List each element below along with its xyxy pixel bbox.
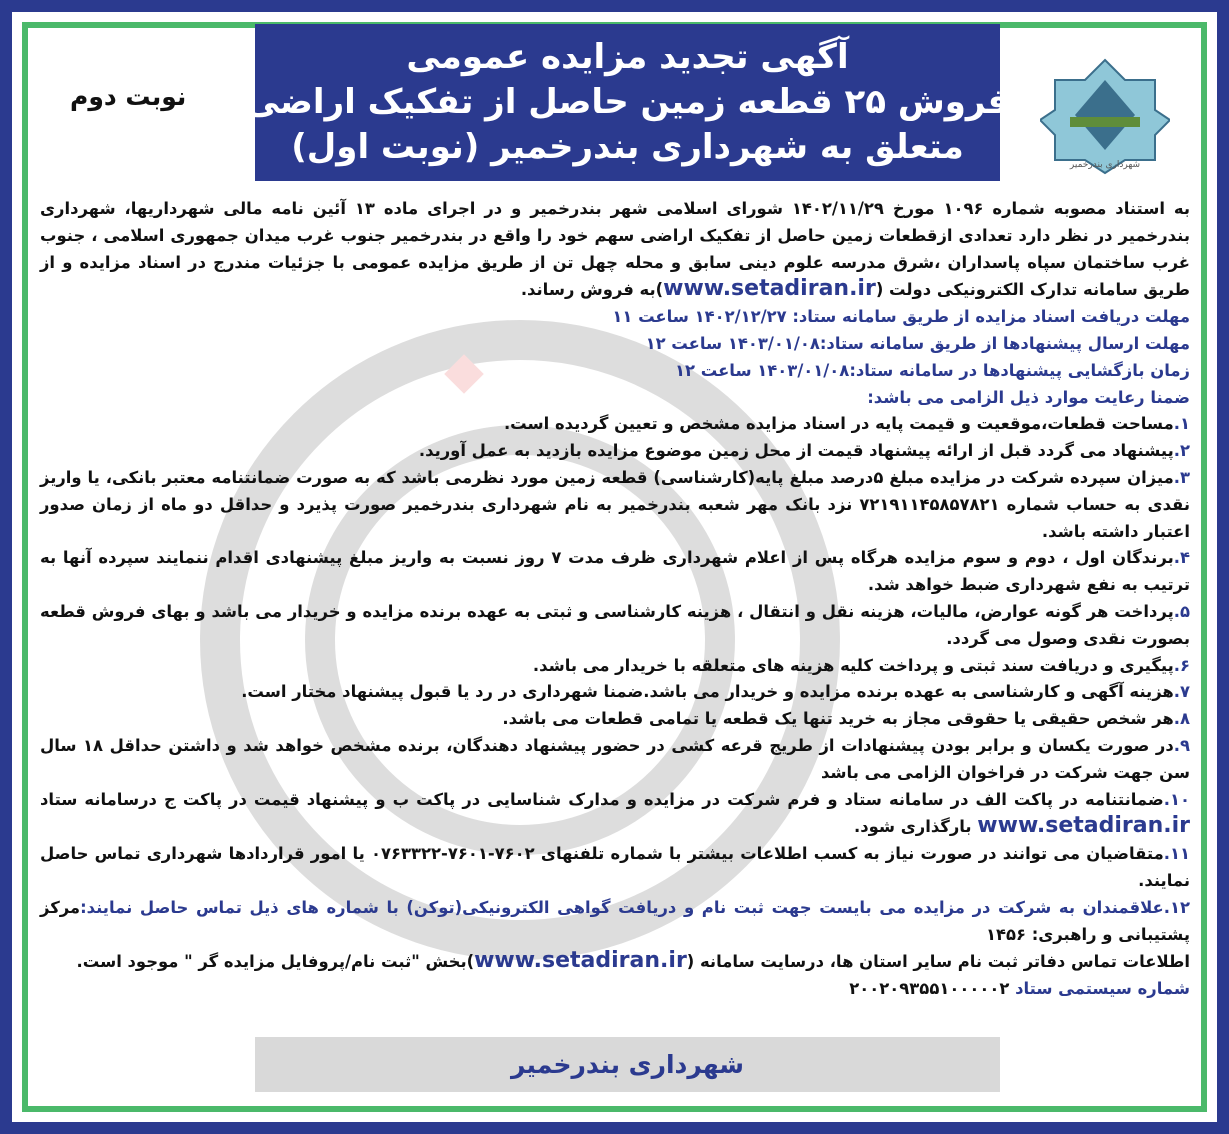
turn-label: نوبت دوم [70,82,187,111]
registration-info: اطلاعات تماس دفاتر ثبت نام سایر استان ها، درسایت سامانه (www.setadiran.ir)بخش "ثبت نام/پروفایل مزایده گر " موجود است. [76,948,1190,974]
offer-deadline: مهلت ارسال پیشنهادها از طریق سامانه ستاد:۱۴۰۳/۰۱/۰۸ ساعت ۱۲ [645,333,1190,353]
condition-item: ۴.برندگان اول ، دوم و سوم مزایده هرگاه پس از اعلام شهرداری ظرف مدت ۷ روز نسبت به واریز مبلغ پیشنهادی اقدام ننمایند سپرده آنها به ترتیب به نفع شهرداری ضبط خواهد شد. [40,548,1190,595]
condition-url[interactable]: www.setadiran.ir [977,813,1190,839]
intro-text: به استناد مصوبه شماره ۱۰۹۶ مورخ ۱۴۰۲/۱۱/۲۹ شورای اسلامی شهر بندرخمیر و در اجرای ماده ۱۳ آئین نامه مالی شهرداریها، شهرداری بندرخمیر در نظر دارد تعدادی ازقطعات زمین حاصل از تفکیک اراضی سهم خود را واقع در بندرخمیر جنوب غرب میدان جمهوری اسلامی ، جنوب غرب ساختمان سپاه پاسداران ،شرق مدرسه علوم دینی سابق و محله چهل تن از طریق مزایده عمومی با جزئیات مندرج در اسناد مزایده و از طریق سامانه تدارک الکترونیکی دولت ( [40,199,1190,300]
footer-signature: شهرداری بندرخمیر [511,1050,745,1079]
title-line-3: متعلق به شهرداری بندرخمیر (نوبت اول) [291,127,964,167]
intro-url[interactable]: www.setadiran.ir [663,276,876,302]
condition-item: ۳.میزان سپرده شرکت در مزایده مبلغ ۵درصد مبلغ پایه(کارشناسی) قطعه زمین مورد نظرمی باشد که به صورت ضمانتنامه معتبر بانکی، یا واریز نقدی به حساب شماره ۷۲۱۹۱۱۴۵۸۵۷۸۲۱ نزد بانک مهر شعبه بندرخمیر به نام شهرداری بندرخمیر صورت پذیرد و حداقل دو ماه از زمان صدور اعتبار داشته باشد. [40,467,1190,541]
condition-item: ۸.هر شخص حقیقی یا حقوقی مجاز به خرید تنها یک قطعه یا تمامی قطعات می باشد. [502,709,1190,729]
opening-time: زمان بازگشایی پیشنهادها در سامانه ستاد:۱۴۰۳/۰۱/۰۸ ساعت ۱۲ [675,360,1190,380]
condition-item: ۱۱.متقاضیان می توانند در صورت نیاز به کسب اطلاعات بیشتر با شماره تلفنهای ۷۶۰۲-۷۶۰۱-۰۷۶۳۳۲۲ یا امور قراردادها شهرداری تماس حاصل نمایند. [40,844,1190,890]
title-line-1: آگهی تجدید مزایده عمومی [406,37,849,77]
announcement-body [40,196,1190,1003]
municipality-logo [1040,55,1170,175]
footer-signature-box [255,1037,1000,1092]
logo-caption: شهرداری بندرخمیر [1069,160,1141,170]
registration-url[interactable]: www.setadiran.ir [474,948,687,974]
title-banner [245,24,1010,181]
condition-item: ۷.هزینه آگهی و کارشناسی به عهده برنده مزایده و خریدار می باشد.ضمنا شهرداری در رد یا قبول پیشنهاد مختار است. [241,682,1190,702]
condition-item: ۲.پیشنهاد می گردد قبل از ارائه پیشنهاد قیمت از محل زمین موضوع مزایده بازدید به عمل آورید. [418,441,1190,461]
conditions-header: ضمنا رعایت موارد ذیل الزامی می باشد: [867,387,1190,407]
system-number: شماره سیستمی ستاد ۲۰۰۲۰۹۳۵۵۱۰۰۰۰۰۲ [849,979,1190,999]
condition-item: ۵.پرداخت هر گونه عوارض، مالیات، هزینه نقل و انتقال ، هزینه کارشناسی و ثبتی به عهده برنده مزایده و خریدار می باشد و بهای فروش قطعه بصورت نقدی وصول می گردد. [40,601,1190,648]
title-line-2: فروش ۲۵ قطعه زمین حاصل از تفکیک اراضی [245,82,1010,122]
intro-paragraph [40,196,1190,304]
condition-item: ۶.پیگیری و دریافت سند ثبتی و پرداخت کلیه هزینه های متعلقه با خریدار می باشد. [532,655,1190,675]
condition-item: ۱۲.علاقمندان به شرکت در مزایده می بایست جهت ثبت نام و دریافت گواهی الکترونیکی(توکن) با شماره های ذیل تماس حاصل نمایند:مرکز پشتیبانی و راهبری: ۱۴۵۶ [40,897,1190,944]
intro-suffix: )به فروش رساند. [520,280,664,300]
condition-item: ۹.در صورت یکسان و برابر بودن پیشنهادات از طریج قرعه کشی در حضور پیشنهاد دهندگان، برنده مشخص خواهد شد و داشتن حداقل ۱۸ سال سن جهت شرکت در فراخوان الزامی می باشد [40,735,1191,782]
doc-deadline: مهلت دریافت اسناد مزایده از طریق سامانه ستاد: ۱۴۰۲/۱۲/۲۷ ساعت ۱۱ [612,307,1190,327]
condition-item: ۱۰.ضمانتنامه در پاکت الف در سامانه ستاد و فرم شرکت در مزایده و مدارک شناسایی در پاکت ب و پیشنهاد قیمت در پاکت ج درسامانه ستاد www.setadiran.ir بارگذاری شود. [40,789,1190,839]
condition-item: ۱.مساحت قطعات،موقعیت و قیمت پایه در اسناد مزایده مشخص و تعیین گردیده است. [503,414,1190,434]
